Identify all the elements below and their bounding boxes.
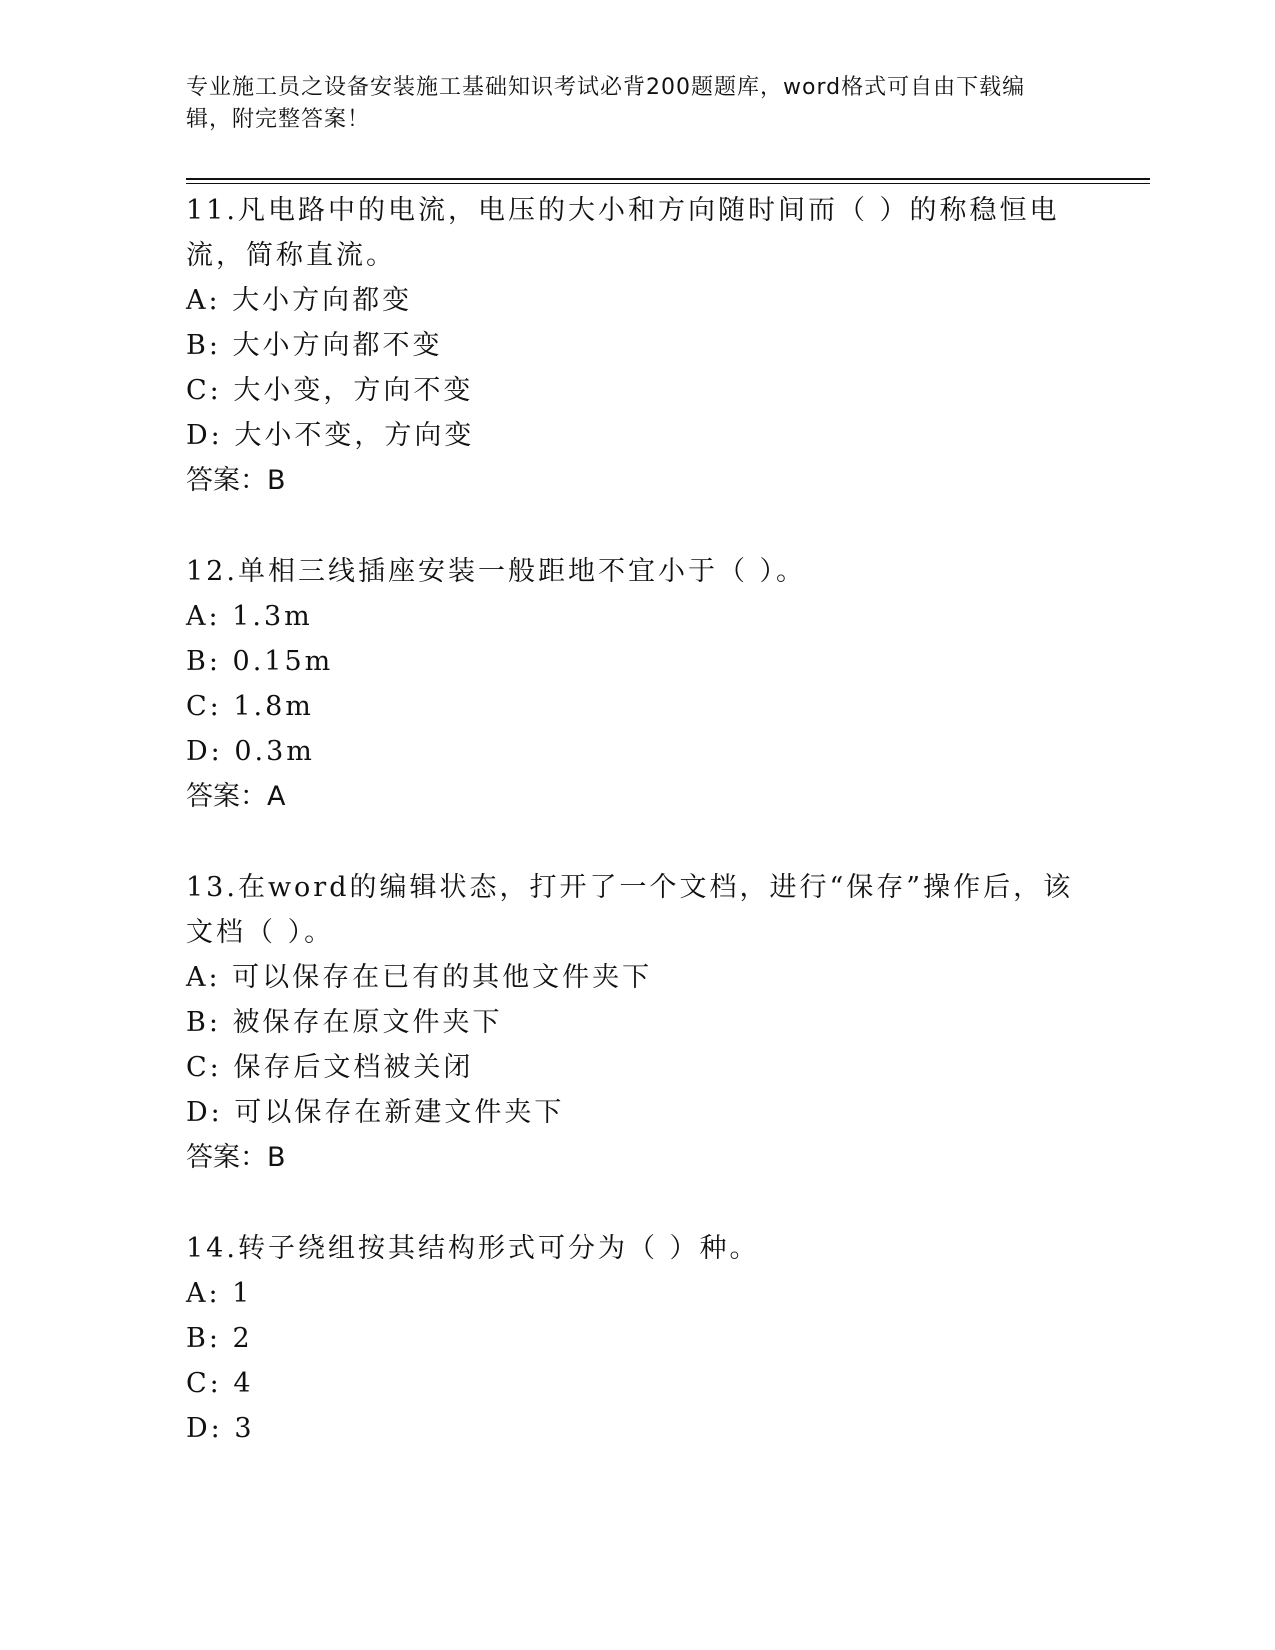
question-list	[186, 188, 1086, 1497]
option-a: A: 大小方向都变	[186, 285, 413, 316]
option-a: A: 1.3m	[186, 601, 313, 632]
option-c: C: 大小变，方向不变	[186, 375, 474, 406]
option-b: B: 0.15m	[186, 646, 334, 677]
question-stem: 13.在word的编辑状态，打开了一个文档，进行“保存”操作后，该文档（ ）。	[186, 872, 1074, 948]
answer: 答案：B	[186, 465, 286, 496]
question-12	[186, 549, 1086, 819]
option-c: C: 1.8m	[186, 691, 314, 722]
document-header: 专业施工员之设备安装施工基础知识考试必背200题题库，word格式可自由下载编辑，附完整答案！	[186, 75, 1026, 132]
question-13	[186, 865, 1086, 1180]
option-b: B: 大小方向都不变	[186, 330, 443, 361]
question-stem: 12.单相三线插座安装一般距地不宜小于（ ）。	[186, 556, 807, 587]
option-d: D: 3	[186, 1413, 255, 1444]
option-a: A: 可以保存在已有的其他文件夹下	[186, 962, 653, 993]
option-a: A: 1	[186, 1278, 253, 1309]
option-c: C: 保存后文档被关闭	[186, 1052, 474, 1083]
answer: 答案：B	[186, 1142, 286, 1173]
option-d: D: 可以保存在新建文件夹下	[186, 1097, 565, 1128]
question-14	[186, 1226, 1086, 1451]
question-stem: 11.凡电路中的电流，电压的大小和方向随时间而（ ）的称稳恒电流，简称直流。	[186, 195, 1060, 271]
header-divider-thin	[186, 183, 1150, 184]
option-d: D: 大小不变，方向变	[186, 420, 475, 451]
answer: 答案：A	[186, 781, 286, 812]
option-b: B: 2	[186, 1323, 253, 1354]
header-divider-thick	[186, 178, 1150, 180]
question-11	[186, 188, 1086, 503]
option-c: C: 4	[186, 1368, 254, 1399]
question-stem: 14.转子绕组按其结构形式可分为（ ）种。	[186, 1233, 760, 1264]
option-b: B: 被保存在原文件夹下	[186, 1007, 503, 1038]
option-d: D: 0.3m	[186, 736, 315, 767]
